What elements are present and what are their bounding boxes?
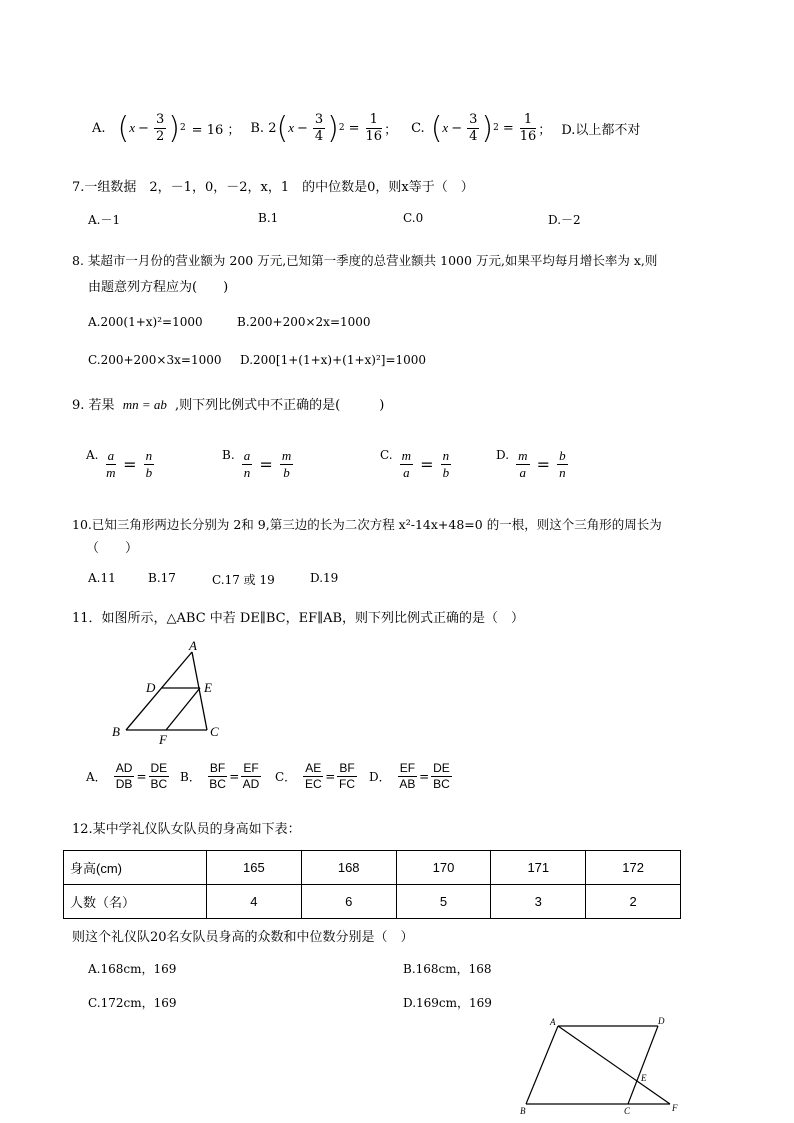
heights-table <box>63 850 681 919</box>
q6-options: A. ( x − $\frac{3}{2}$ ) 2 = 16 ； B. 2 ( x − $\frac{3}{4}$ ) 2 = $\frac{1}{16}$ ； C. ( x − $\frac{3}{4}$ ) 2 = $\frac{1}{16}$ ； D.以上都不对 <box>92 110 641 146</box>
table-cell: 165 <box>207 851 302 885</box>
label-c: C <box>210 724 219 739</box>
q7-option-c: C.0 <box>403 211 424 225</box>
q8-option-b: B.200+200×2x=1000 <box>237 315 371 329</box>
q12-question: 则这个礼仪队20名女队员身高的众数和中位数分别是（ ） <box>72 930 414 945</box>
q9-condition: mn = ab <box>122 397 167 412</box>
q12-stem: 12.某中学礼仪队女队员的身高如下表： <box>72 822 301 837</box>
q6-b-rhs-fraction: $\frac{1}{16}$ <box>365 111 383 144</box>
table-cell: 6 <box>301 885 396 919</box>
q11-option-a: A． $\frac{AD}{DB}$ = $\frac{DE}{BC}$ <box>86 761 168 791</box>
table-cell: 4 <box>207 885 302 919</box>
label-a: A <box>550 1017 556 1027</box>
q11-option-d: D． $\frac{EF}{AB}$ = $\frac{DE}{BC}$ <box>369 761 450 791</box>
q9-option-b: $^{B.}$ $\frac{a}{n}$ = $\frac{m}{b}$ <box>222 448 292 480</box>
q6-option-c-label: C. <box>411 120 425 136</box>
table-cell: 168 <box>301 851 396 885</box>
q9-stem: 9. 若果 mn = ab ,则下列比例式中不正确的是( ) <box>72 397 385 413</box>
q6-option-d: D.以上都不对 <box>561 122 641 138</box>
table-cell: 2 <box>586 885 681 919</box>
label-b: B <box>112 724 120 739</box>
q10-option-d: D.19 <box>310 571 339 585</box>
segment-ab <box>126 652 192 730</box>
table-header-count: 人数（名） <box>64 885 207 919</box>
q12-option-b: B.168cm，168 <box>403 962 492 976</box>
table-cell: 5 <box>396 885 491 919</box>
q8-stem-line2: 由题意列方程应为( ) <box>88 280 229 295</box>
q9-option-d: $^{D.}$ $\frac{m}{a}$ = $\frac{b}{n}$ <box>496 448 566 480</box>
q6-option-b-label: B. 2 <box>250 120 277 136</box>
q9-option-a: $^{A.}$ $\frac{a}{m}$ = $\frac{n}{b}$ <box>86 448 153 480</box>
q6-c-rhs-fraction: $\frac{1}{16}$ <box>519 111 537 144</box>
q7-stem: 7.一组数据 2，－1，0，－2，x，1 的中位数是0，则x等于（ ） <box>72 180 474 195</box>
q10-stem-line1: 10.已知三角形两边长分别为 2和 9,第三边的长为二次方程 x²-14x+48=0 的一根，则这个三角形的周长为 <box>72 517 662 532</box>
q10-option-a: A.11 <box>88 571 116 585</box>
table-row <box>64 851 681 885</box>
table-header-height: 身高(cm) <box>64 851 207 885</box>
q12-option-a: A.168cm，169 <box>88 962 177 976</box>
segment-ab <box>526 1026 558 1104</box>
q10-option-c: C.17 或 19 <box>212 573 275 587</box>
q6-b-fraction: $\frac{3}{4}$ <box>314 111 324 144</box>
label-e: E <box>204 680 212 695</box>
table-row <box>64 885 681 919</box>
table-cell: 170 <box>396 851 491 885</box>
q7-option-d: D.－2 <box>548 213 581 227</box>
label-f: F <box>159 732 167 747</box>
q8-option-a: A.200(1+x)²=1000 <box>88 315 203 329</box>
q6-a-x: x <box>129 120 136 135</box>
parallelogram-figure <box>514 1012 684 1118</box>
q11-option-b: B． $\frac{BF}{BC}$ = $\frac{EF}{AD}$ <box>180 761 260 791</box>
label-f: F <box>672 1103 678 1113</box>
segment-ef <box>166 688 200 730</box>
q11-option-c: C． $\frac{AE}{EC}$ = $\frac{BF}{FC}$ <box>275 761 356 791</box>
label-a: A <box>189 638 197 653</box>
q8-stem-line1: 8. 某超市一月份的营业额为 200 万元,已知第一季度的总营业额共 1000 万元,如果平均每月增长率为 x,则 <box>72 253 658 268</box>
table-cell: 3 <box>491 885 586 919</box>
q8-option-d: D.200[1+(1+x)+(1+x)²]=1000 <box>240 353 427 367</box>
label-c: C <box>624 1106 631 1116</box>
q6-c-fraction: $\frac{3}{4}$ <box>469 111 478 144</box>
q10-option-b: B.17 <box>148 571 176 585</box>
q7-option-b: B.1 <box>258 211 279 225</box>
label-b: B <box>520 1106 526 1116</box>
q12-option-c: C.172cm，169 <box>88 996 177 1010</box>
q12-option-d: D.169cm，169 <box>403 996 492 1010</box>
q9-option-c: $^{C.}$ $\frac{m}{a}$ = $\frac{n}{b}$ <box>380 448 450 480</box>
table-cell: 171 <box>491 851 586 885</box>
q6-option-a-label: A. <box>92 120 106 136</box>
label-e: E <box>641 1073 647 1083</box>
q11-stem: 11．如图所示，△ABC 中若 DE∥BC，EF∥AB，则下列比例式正确的是（ ） <box>72 611 525 626</box>
label-d: D <box>146 680 156 695</box>
q6-a-fraction: $\frac{3}{2}$ <box>155 111 165 144</box>
table-cell: 172 <box>586 851 681 885</box>
q8-option-c: C.200+200×3x=1000 <box>88 353 222 367</box>
q10-stem-line2: （ ） <box>86 541 139 556</box>
q11-triangle-figure <box>108 636 228 748</box>
q7-option-a: A.－1 <box>88 213 121 227</box>
label-d: D <box>658 1016 665 1026</box>
